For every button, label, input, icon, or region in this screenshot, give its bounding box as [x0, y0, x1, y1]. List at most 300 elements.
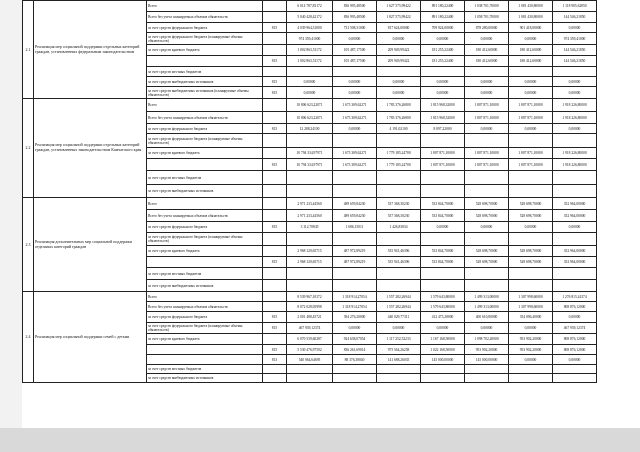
year-value-cell: 528 698,70000	[509, 257, 553, 268]
total-value-cell: 1 002 863,51172	[287, 45, 333, 56]
year-value-cell: 528 698,70000	[465, 246, 509, 257]
year-value-cell: 354 096,40000	[509, 312, 553, 323]
year-value-cell	[377, 67, 421, 77]
year-value-cell: 209 949,99422	[377, 56, 421, 67]
year-value-cell: 891 180,22400	[421, 12, 465, 23]
budget-table	[22, 0, 640, 383]
year-value-cell	[333, 185, 377, 198]
year-value-cell	[465, 67, 509, 77]
year-value-cell: 105 487,17500	[333, 56, 377, 67]
year-value-cell	[509, 171, 553, 185]
year-value-cell: 0,00000	[553, 355, 597, 365]
year-value-cell: 0,00000	[377, 77, 421, 87]
table-row	[23, 99, 640, 112]
budget-code	[263, 185, 287, 198]
year-value-cell: 0,00000	[333, 323, 377, 334]
year-value-cell: 1 426,83834	[377, 222, 421, 233]
total-value-cell: 10 794 334,97971	[287, 148, 333, 159]
funding-source-label: за счет средств внебюджетных источников	[147, 280, 263, 292]
year-value-cell: 1 307 998,60000	[509, 292, 553, 302]
year-value-cell: 1 673 309,62271	[333, 112, 377, 124]
year-value-cell: 1 673 309,62271	[333, 148, 377, 159]
year-value-cell: 0,00000	[465, 77, 509, 87]
year-value-cell	[333, 171, 377, 185]
year-value-cell	[553, 185, 597, 198]
funding-source-label: за счет средств федерального бюджета	[147, 312, 263, 323]
budget-code	[263, 134, 287, 148]
total-value-cell	[287, 134, 333, 148]
budget-code: 815	[263, 124, 287, 134]
year-value-cell	[377, 185, 421, 198]
year-value-cell: 144 546,21850	[553, 12, 597, 23]
year-value-cell: 533 844,70000	[421, 198, 465, 210]
funding-source-label: за счет средств федерального бюджета	[147, 124, 263, 134]
budget-code	[263, 292, 287, 302]
table-row	[23, 1, 640, 12]
document-page	[22, 0, 640, 428]
budget-code	[263, 1, 287, 12]
year-value-cell: 1 779 185,24700	[377, 148, 421, 159]
year-value-cell	[465, 268, 509, 280]
section-name: Реализация мер социальной поддержки отдельных категорий граждан, установленных федеральным законодательством	[34, 1, 147, 99]
budget-code	[263, 365, 287, 374]
year-value-cell: 1 557 282,26944	[377, 302, 421, 312]
year-value-cell: 0,00000	[553, 222, 597, 233]
year-value-cell: 352 964,00000	[553, 210, 597, 222]
year-value-cell: 1 167 168,50000	[421, 334, 465, 345]
funding-source-label	[147, 257, 263, 268]
funding-source-label	[147, 355, 263, 365]
budget-code: 815	[263, 87, 287, 99]
year-value-cell: 88 376,38040	[333, 355, 377, 365]
year-value-cell: 528 698,70000	[509, 246, 553, 257]
year-value-cell: 181 255,22400	[421, 56, 465, 67]
budget-code	[263, 302, 287, 312]
budget-code	[263, 198, 287, 210]
section-name: Реализация мер социальной поддержки семей с детьми	[34, 292, 147, 383]
year-value-cell: 180 412,60000	[465, 45, 509, 56]
total-value-cell	[287, 185, 333, 198]
table-row	[23, 198, 640, 210]
year-value-cell: 1 815 968,32000	[421, 112, 465, 124]
year-value-cell: 1 807 871,10000	[465, 148, 509, 159]
total-value-cell	[287, 374, 333, 383]
funding-source-label: за счет средств федерального бюджета (планируемые объемы обязательств)	[147, 323, 263, 334]
year-value-cell	[377, 233, 421, 246]
scan-margin	[0, 428, 640, 452]
year-value-cell: 0,00000	[553, 312, 597, 323]
budget-code	[263, 233, 287, 246]
total-value-cell: 467 939,12374	[287, 323, 333, 334]
year-value-cell: 808 876,12000	[553, 302, 597, 312]
year-value-cell: 1 779 185,24700	[377, 159, 421, 171]
year-value-cell: 467 939,12374	[553, 323, 597, 334]
funding-source-label: за счет средств местных бюджетов	[147, 67, 263, 77]
year-value-cell: 1 807 871,10000	[421, 148, 465, 159]
total-value-cell	[287, 268, 333, 280]
year-value-cell: 808 876,12000	[553, 334, 597, 345]
year-value-cell	[509, 185, 553, 198]
funding-source-label: Всего без учета планируемых объемов обязательств	[147, 112, 263, 124]
year-value-cell: 489 659,84230	[333, 198, 377, 210]
year-value-cell: 533 844,70000	[421, 210, 465, 222]
year-value-cell: 0,00000	[421, 77, 465, 87]
year-value-cell	[465, 280, 509, 292]
year-value-cell: 489 659,84230	[333, 210, 377, 222]
year-value-cell	[421, 67, 465, 77]
year-value-cell: 1 579 643,80000	[421, 292, 465, 302]
year-value-cell: 0,00000	[553, 87, 597, 99]
total-value-cell: 8 072 028,05998	[287, 302, 333, 312]
total-value-cell: 0,00000	[287, 87, 333, 99]
year-value-cell: 1 807 871,10000	[509, 99, 553, 112]
year-value-cell	[377, 280, 421, 292]
year-value-cell: 1 918 226,80000	[553, 148, 597, 159]
year-value-cell: 1 815 968,32000	[421, 99, 465, 112]
funding-source-label: за счет средств местных бюджетов	[147, 365, 263, 374]
year-value-cell: 533 844,70000	[421, 257, 465, 268]
total-value-cell: 2 968 120,65715	[287, 246, 333, 257]
section-number: 2.1	[23, 1, 34, 99]
year-value-cell: 1 686,15011	[333, 222, 377, 233]
year-value-cell	[377, 134, 421, 148]
year-value-cell: 537 368,30230	[377, 210, 421, 222]
funding-source-label: за счет средств краевого бюджета	[147, 334, 263, 345]
year-value-cell: 1 673 309,62271	[333, 159, 377, 171]
year-value-cell: 1 499 313,00000	[465, 302, 509, 312]
year-value-cell: 1 118 905,62850	[553, 1, 597, 12]
year-value-cell: 528 698,70000	[509, 198, 553, 210]
year-value-cell: 1 807 871,10000	[465, 99, 509, 112]
total-value-cell	[287, 233, 333, 246]
funding-source-label: за счет средств краевого бюджета	[147, 148, 263, 159]
budget-code: 815	[263, 312, 287, 323]
year-value-cell: 0,00000	[553, 124, 597, 134]
funding-source-label: за счет средств федерального бюджета	[147, 23, 263, 33]
year-value-cell	[377, 365, 421, 374]
year-value-cell	[509, 67, 553, 77]
year-value-cell: 0,00000	[421, 87, 465, 99]
total-value-cell: 6 014 787,83172	[287, 1, 333, 12]
year-value-cell	[509, 134, 553, 148]
year-value-cell: 0,00000	[333, 77, 377, 87]
year-value-cell	[509, 233, 553, 246]
funding-source-label: за счет средств внебюджетных источников (планируемые объемы обязательств)	[147, 87, 263, 99]
year-value-cell	[465, 185, 509, 198]
total-value-cell: 4 039 964,31000	[287, 23, 333, 33]
year-value-cell	[509, 374, 553, 383]
year-value-cell: 0,00000	[509, 355, 553, 365]
funding-source-label	[147, 345, 263, 355]
total-value-cell: 2 968 120,65715	[287, 257, 333, 268]
section-name: Реализация мер социальной поддержки отдельных категорий граждан, установленных законодательством Камчатского края	[34, 99, 147, 198]
year-value-cell: 0,00000	[421, 33, 465, 45]
year-value-cell: 1 081 430,80000	[509, 12, 553, 23]
year-value-cell: 1 098 702,20000	[465, 334, 509, 345]
year-value-cell: 0,00000	[509, 124, 553, 134]
budget-code	[263, 112, 287, 124]
year-value-cell: 412 475,28000	[421, 312, 465, 323]
budget-code	[263, 246, 287, 257]
year-value-cell: 180 412,60000	[465, 56, 509, 67]
year-value-cell	[465, 233, 509, 246]
year-value-cell	[333, 280, 377, 292]
year-value-cell: 709 924,00000	[421, 23, 465, 33]
year-value-cell	[333, 233, 377, 246]
budget-code	[263, 268, 287, 280]
year-value-cell: 487 972,89219	[333, 257, 377, 268]
year-value-cell	[553, 268, 597, 280]
table-body	[23, 1, 640, 383]
budget-code: 815	[263, 222, 287, 233]
year-value-cell	[333, 67, 377, 77]
year-value-cell: 891 180,22400	[421, 1, 465, 12]
year-value-cell: 975 564,26258	[377, 345, 421, 355]
budget-code	[263, 280, 287, 292]
year-value-cell: 0,00000	[553, 77, 597, 87]
year-value-cell: 817 624,00000	[377, 23, 421, 33]
year-value-cell: 1 807 871,10000	[421, 159, 465, 171]
year-value-cell: 0,00000	[465, 33, 509, 45]
year-value-cell: 808 876,12000	[553, 345, 597, 355]
year-value-cell: 0,00000	[465, 87, 509, 99]
year-value-cell: 1 307 998,60000	[509, 302, 553, 312]
year-value-cell: 0,00000	[421, 222, 465, 233]
funding-source-label: Всего	[147, 198, 263, 210]
section-number: 2.2	[23, 99, 34, 198]
year-value-cell: 528 698,70000	[465, 257, 509, 268]
year-value-cell: 537 368,30230	[377, 198, 421, 210]
year-value-cell: 1 807 871,10000	[465, 159, 509, 171]
year-value-cell: 144 546,21850	[553, 45, 597, 56]
year-value-cell: 1 499 313,00000	[465, 292, 509, 302]
year-value-cell	[553, 280, 597, 292]
year-value-cell: 1 783 376,26800	[377, 112, 421, 124]
year-value-cell: 528 698,70000	[509, 210, 553, 222]
budget-code	[263, 374, 287, 383]
year-value-cell	[377, 171, 421, 185]
funding-source-label: Всего без учета планируемых объемов обязательств	[147, 12, 263, 23]
year-value-cell: 953 902,20000	[509, 345, 553, 355]
year-value-cell: 901 418,00000	[509, 23, 553, 33]
year-value-cell: 528 698,70000	[465, 210, 509, 222]
budget-code: 815	[263, 23, 287, 33]
funding-source-label: Всего	[147, 1, 263, 12]
year-value-cell: 0,00000	[377, 87, 421, 99]
year-value-cell	[465, 365, 509, 374]
year-value-cell	[553, 374, 597, 383]
year-value-cell: 8 097,22000	[421, 124, 465, 134]
total-value-cell: 10 806 623,22071	[287, 112, 333, 124]
year-value-cell: 1 807 871,10000	[509, 112, 553, 124]
year-value-cell	[509, 280, 553, 292]
year-value-cell: 181 255,22400	[421, 45, 465, 56]
year-value-cell: 4 191,02100	[377, 124, 421, 134]
total-value-cell: 5 040 428,42172	[287, 12, 333, 23]
year-value-cell: 1 579 643,80000	[421, 302, 465, 312]
year-value-cell	[509, 365, 553, 374]
year-value-cell	[553, 171, 597, 185]
funding-source-label: за счет средств краевого бюджета	[147, 246, 263, 257]
year-value-cell: 953 902,20000	[509, 334, 553, 345]
year-value-cell: 0,00000	[509, 87, 553, 99]
year-value-cell: 836 995,48500	[333, 1, 377, 12]
year-value-cell: 533 844,70000	[421, 246, 465, 257]
year-value-cell	[333, 134, 377, 148]
year-value-cell	[333, 268, 377, 280]
year-value-cell	[421, 365, 465, 374]
budget-code	[263, 67, 287, 77]
budget-code: 815	[263, 323, 287, 334]
funding-source-label: Всего без учета планируемых объемов обязательств	[147, 302, 263, 312]
year-value-cell: 0,00000	[465, 323, 509, 334]
year-value-cell: 145 000,00000	[421, 355, 465, 365]
year-value-cell: 836 995,48500	[333, 12, 377, 23]
budget-code: 815	[263, 345, 287, 355]
budget-code	[263, 171, 287, 185]
funding-source-label: за счет средств федерального бюджета (планируемые объемы обязательств)	[147, 134, 263, 148]
funding-source-label: за счет средств внебюджетных источников	[147, 185, 263, 198]
total-value-cell	[287, 365, 333, 374]
year-value-cell: 1 081 430,80000	[509, 1, 553, 12]
funding-source-label	[147, 159, 263, 171]
total-value-cell: 1 002 863,51172	[287, 56, 333, 67]
total-value-cell: 10 794 334,97971	[287, 159, 333, 171]
year-value-cell: 1 038 701,70000	[465, 1, 509, 12]
year-value-cell	[553, 365, 597, 374]
year-value-cell: 0,00000	[465, 124, 509, 134]
funding-source-label: за счет средств местных бюджетов	[147, 268, 263, 280]
total-value-cell: 12 288,24100	[287, 124, 333, 134]
budget-code: 815	[263, 56, 287, 67]
year-value-cell: 144 546,21850	[553, 56, 597, 67]
funding-source-label: Всего	[147, 99, 263, 112]
total-value-cell: 974 359,41000	[287, 33, 333, 45]
year-value-cell: 974 359,41000	[553, 33, 597, 45]
total-value-cell	[287, 67, 333, 77]
total-value-cell: 8 539 967,10372	[287, 292, 333, 302]
year-value-cell: 1 557 282,26944	[377, 292, 421, 302]
funding-source-label: за счет средств федерального бюджета	[147, 222, 263, 233]
total-value-cell: 10 806 623,22071	[287, 99, 333, 112]
year-value-cell: 0,00000	[553, 23, 597, 33]
year-value-cell: 0,00000	[377, 323, 421, 334]
funding-source-label: Всего	[147, 292, 263, 302]
year-value-cell: 924 638,07054	[333, 334, 377, 345]
year-value-cell	[465, 134, 509, 148]
year-value-cell: 1 918 226,80000	[553, 112, 597, 124]
total-value-cell: 2 971 233,44560	[287, 198, 333, 210]
year-value-cell: 0,00000	[421, 323, 465, 334]
budget-code: 815	[263, 159, 287, 171]
total-value-cell: 3 112,70845	[287, 222, 333, 233]
total-value-cell: 2 971 233,44560	[287, 210, 333, 222]
year-value-cell	[465, 171, 509, 185]
year-value-cell	[421, 185, 465, 198]
table-row	[23, 292, 640, 302]
funding-source-label: за счет средств внебюджетных источников	[147, 77, 263, 87]
year-value-cell: 528 698,70000	[465, 198, 509, 210]
budget-code	[263, 45, 287, 56]
section-name: Реализация дополнительных мер социальной поддержки отдельных категорий граждан	[34, 198, 147, 292]
year-value-cell: 209 949,99422	[377, 45, 421, 56]
total-value-cell: 6 070 539,60287	[287, 334, 333, 345]
funding-source-label: за счет средств местных бюджетов	[147, 171, 263, 185]
year-value-cell	[421, 268, 465, 280]
year-value-cell: 352 964,00000	[553, 246, 597, 257]
year-value-cell	[421, 171, 465, 185]
budget-code	[263, 33, 287, 45]
year-value-cell	[421, 233, 465, 246]
year-value-cell: 487 972,89219	[333, 246, 377, 257]
year-value-cell	[553, 134, 597, 148]
year-value-cell: 0,00000	[465, 222, 509, 233]
year-value-cell: 1 827 575,99422	[377, 12, 421, 23]
year-value-cell: 105 487,17500	[333, 45, 377, 56]
year-value-cell: 1 918 226,80000	[553, 99, 597, 112]
total-value-cell: 5 530 476,97592	[287, 345, 333, 355]
year-value-cell	[377, 374, 421, 383]
year-value-cell: 836 261,69014	[333, 345, 377, 355]
year-value-cell	[553, 233, 597, 246]
total-value-cell: 540 064,64695	[287, 355, 333, 365]
budget-code: 815	[263, 77, 287, 87]
year-value-cell: 1 807 871,10000	[465, 112, 509, 124]
year-value-cell: 0,00000	[333, 33, 377, 45]
funding-source-label	[147, 56, 263, 67]
year-value-cell	[421, 374, 465, 383]
year-value-cell: 180 412,60000	[509, 45, 553, 56]
section-number: 2.3	[23, 198, 34, 292]
funding-source-label: за счет средств федерального бюджета (планируемые объемы обязательств)	[147, 33, 263, 45]
year-value-cell: 400 610,80000	[465, 312, 509, 323]
year-value-cell: 953 902,20000	[465, 345, 509, 355]
year-value-cell: 352 964,00000	[553, 257, 597, 268]
year-value-cell: 0,00000	[377, 33, 421, 45]
year-value-cell: 1 783 376,26800	[377, 99, 421, 112]
year-value-cell: 145 000,00000	[465, 355, 509, 365]
year-value-cell: 535 941,46396	[377, 246, 421, 257]
budget-code	[263, 210, 287, 222]
funding-source-label: Всего без учета планируемых объемов обязательств	[147, 210, 263, 222]
budget-code	[263, 148, 287, 159]
year-value-cell: 0,00000	[509, 77, 553, 87]
year-value-cell: 535 941,46396	[377, 257, 421, 268]
year-value-cell	[553, 67, 597, 77]
year-value-cell: 1 022 168,50000	[421, 345, 465, 355]
total-value-cell: 2 001 488,45721	[287, 312, 333, 323]
total-value-cell: 0,00000	[287, 77, 333, 87]
budget-code	[263, 12, 287, 23]
budget-code: 813	[263, 355, 287, 365]
section-number: 2.4	[23, 292, 34, 383]
year-value-cell: 0,00000	[333, 124, 377, 134]
year-value-cell	[333, 374, 377, 383]
year-value-cell: 141 688,26035	[377, 355, 421, 365]
budget-code	[263, 99, 287, 112]
total-value-cell	[287, 171, 333, 185]
year-value-cell: 1 627 575,99422	[377, 1, 421, 12]
funding-source-label: за счет средств краевого бюджета	[147, 45, 263, 56]
total-value-cell	[287, 280, 333, 292]
year-value-cell: 1 673 309,62271	[333, 99, 377, 112]
year-value-cell	[333, 365, 377, 374]
budget-code: 815	[263, 257, 287, 268]
year-value-cell: 0,00000	[509, 33, 553, 45]
year-value-cell: 1 918 226,80000	[553, 159, 597, 171]
year-value-cell: 1 117 252,52233	[377, 334, 421, 345]
year-value-cell: 878 280,00000	[465, 23, 509, 33]
